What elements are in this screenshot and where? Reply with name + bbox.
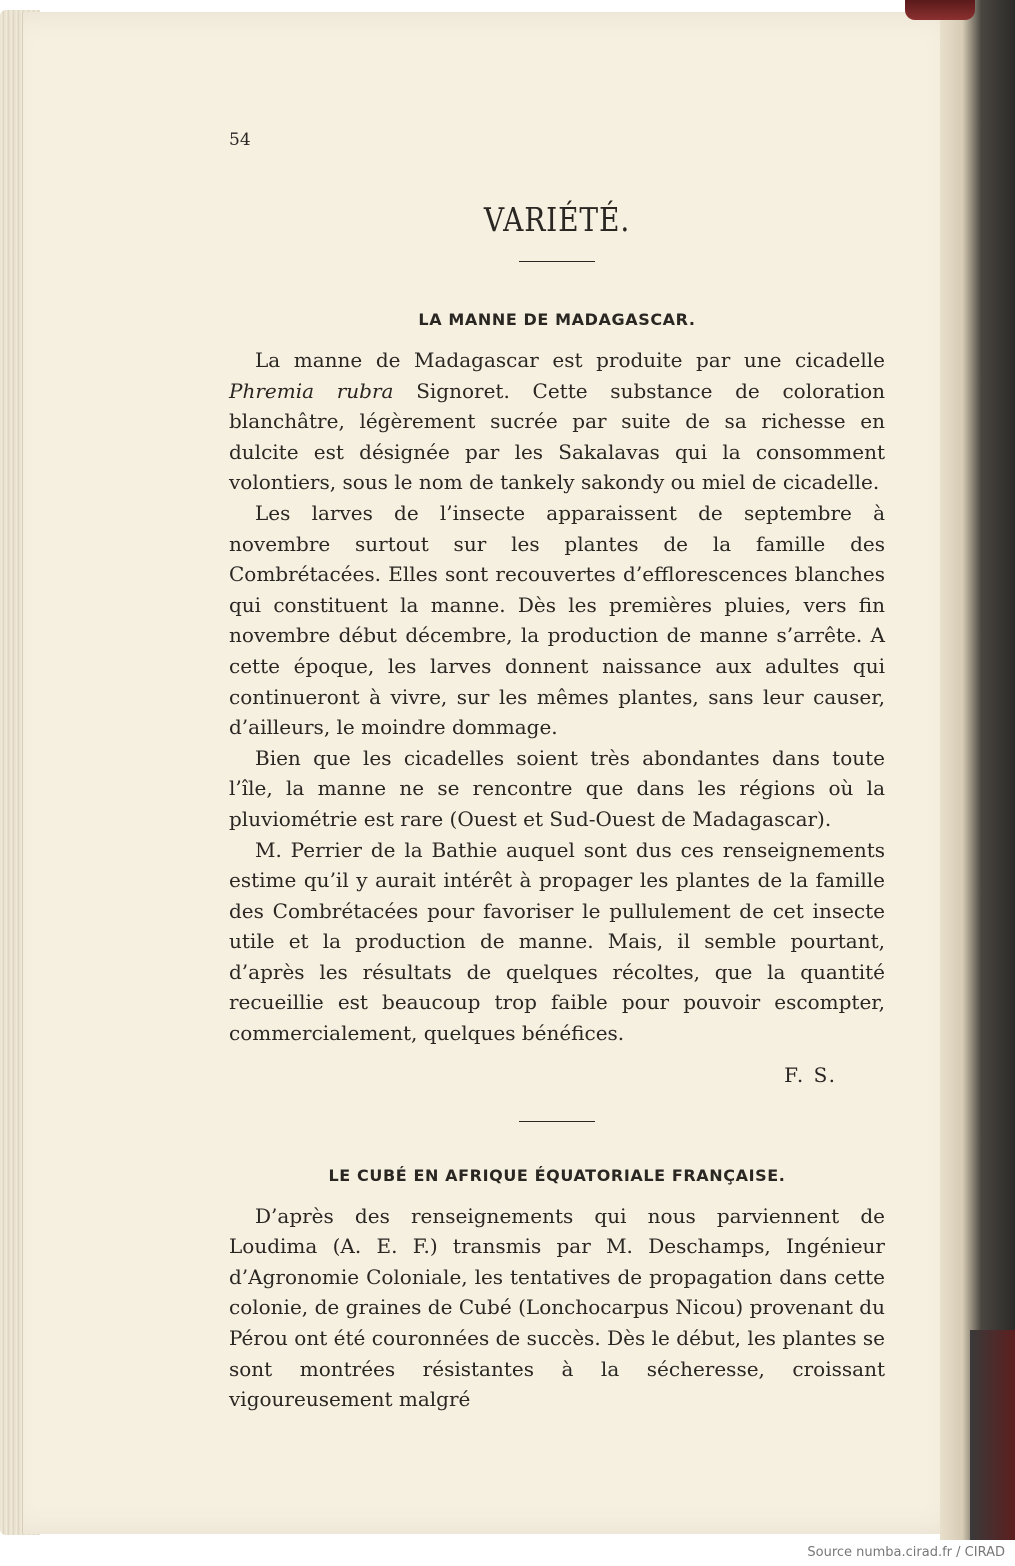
page-number: 54 <box>229 130 251 150</box>
author-signature: F. S. <box>784 1062 837 1087</box>
paragraph-manne-3: Bien que les cicadelles soient très abondantes dans toute l’île, la manne ne se rencontre que dans les régions où la pluviométrie est rare (Ouest et Sud-Ouest de Madagascar). <box>229 745 885 831</box>
paragraph-text: Signoret. Cette substance de coloration blanchâtre, légèrement sucrée par suite de sa richesse en dulcite est désignée par les Sakalavas qui la consomment volontiers, sous le nom de tankely sakondy ou miel de cicadelle. <box>229 378 886 495</box>
paragraph-manne-2: Les larves de l’insecte apparaissent de septembre à novembre surtout sur les plantes de la famille des Combrétacées. Elles sont recouvertes d’efflorescences blanches qui constituent la manne. Dès les premières pluies, vers fin novembre début décembre, la production de manne s’arrête. A cette époque, les larves donnent naissance aux adultes qui continueront à vivre, sur les mêmes plantes, sans leur causer, d’ailleurs, le moindre dommage. <box>229 500 885 740</box>
bookmark-ribbon <box>905 0 975 20</box>
title-divider <box>519 261 595 262</box>
paragraph-manne-1 <box>229 345 885 498</box>
section-heading-cube: LE CUBÉ EN AFRIQUE ÉQUATORIALE FRANÇAISE. <box>328 1165 786 1185</box>
paragraph-manne-4: M. Perrier de la Bathie auquel sont dus ces renseignements estime qu’il y aurait intérêt à propager les plantes de la famille des Combrétacées pour favoriser le pullulement de cet insecte utile et la production de manne. Mais, il semble pourtant, d’après les résultats de quelques récoltes, que la quantité recueillie est beaucoup trop faible pour pouvoir escompter, commercialement, quelques bénéfices. <box>229 837 885 1046</box>
book-cover-edge <box>970 1330 1015 1540</box>
book-gutter <box>940 0 1015 1540</box>
section-heading-manne: LA MANNE DE MADAGASCAR. <box>418 310 696 329</box>
page-content <box>229 190 885 1415</box>
section-divider <box>519 1121 595 1122</box>
species-name: Phremia rubra <box>229 378 394 403</box>
paragraph-text: La manne de Madagascar est produite par une cicadelle <box>255 348 885 372</box>
source-credit: Source numba.cirad.fr / CIRAD <box>807 1545 1005 1560</box>
paragraph-cube-1: D’après des renseignements qui nous parviennent de Loudima (A. E. F.) transmis par M. Deschamps, Ingénieur d’Agronomie Coloniale, les tentatives de propagation dans cette colonie, de graines de Cubé (Lonchocarpus Nicou) provenant du Pérou ont été couronnées de succès. Dès le début, les plantes se sont montrées résistantes à la sécheresse, croissant vigoureusement malgré <box>229 1203 885 1412</box>
page-title: VARIÉTÉ. <box>483 200 631 239</box>
